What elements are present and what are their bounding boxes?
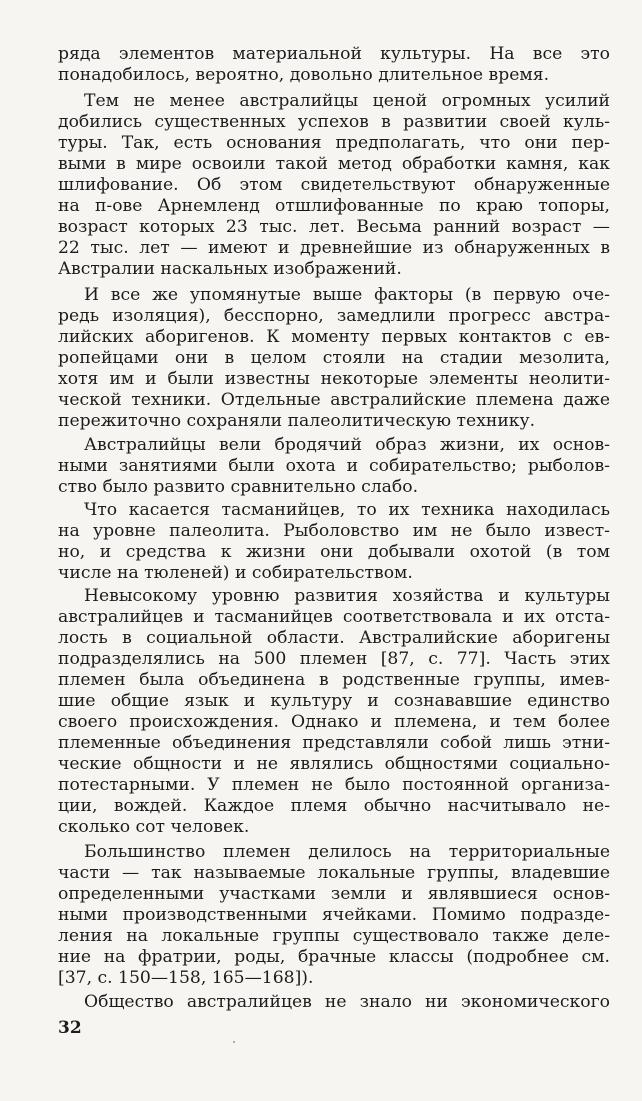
text-line: потестарными. У племен не было постоянной организа- [58, 775, 610, 795]
text-line: возраст которых 23 тыс. лет. Весьма ранний возраст — [58, 217, 610, 237]
text-line: ции, вождей. Каждое племя обычно насчитывало не- [58, 796, 610, 816]
text-line: редь изоляция), бесспорно, замедлили прогресс австра- [58, 306, 610, 326]
print-speck [233, 1041, 235, 1043]
text-line: Большинство племен делилось на территориальные [84, 842, 610, 862]
text-line: Австралии наскальных изображений. [58, 259, 402, 279]
text-line: пережиточно сохраняли палеолитическую технику. [58, 411, 536, 431]
text-line: шие общие язык и культуру и сознававшие единство [58, 691, 610, 711]
text-line: Тем не менее австралийцы ценой огромных усилий [84, 91, 610, 111]
text-line: Что касается тасманийцев, то их техника находилась [84, 500, 610, 520]
page-number: 32 [58, 1018, 82, 1038]
text-line: добились существенных успехов в развитии своей куль- [58, 112, 610, 132]
text-line: Невысокому уровню развития хозяйства и культуры [84, 586, 610, 606]
text-line: части — так называемые локальные группы, владевшие [58, 863, 610, 883]
text-line: австралийцев и тасманийцев соответствовала и их отста- [58, 607, 610, 627]
text-line: ропейцами они в целом стояли на стадии мезолита, [58, 348, 610, 368]
text-line: хотя им и были известны некоторые элементы неолити- [58, 369, 610, 389]
text-line: лость в социальной области. Австралийские аборигены [58, 628, 610, 648]
book-page-text [58, 44, 610, 1054]
text-line: ческие общности и не являлись общностями социально- [58, 754, 610, 774]
text-line: ными занятиями были охота и собирательство; рыболов- [58, 456, 610, 476]
text-line: на уровне палеолита. Рыболовство им не было извест- [58, 521, 610, 541]
text-line: Австралийцы вели бродячий образ жизни, их основ- [84, 435, 610, 455]
text-line: ние на фратрии, роды, брачные классы (подробнее см. [58, 947, 610, 967]
text-line: сколько сот человек. [58, 817, 250, 837]
text-line: подразделялись на 500 племен [87, с. 77]. Часть этих [58, 649, 610, 669]
text-line: своего происхождения. Однако и племена, и тем более [58, 712, 610, 732]
text-line: выми в мире освоили такой метод обработки камня, как [58, 154, 610, 174]
text-line: числе на тюленей) и собирательством. [58, 563, 413, 583]
text-line: определенными участками земли и являвшиеся основ- [58, 884, 610, 904]
text-line: лийских аборигенов. К моменту первых контактов с ев- [58, 327, 610, 347]
text-line: племен была объединена в родственные группы, имев- [58, 670, 610, 690]
text-line: туры. Так, есть основания предполагать, что они пер- [58, 133, 610, 153]
text-line: на п-ове Арнемленд отшлифованные по краю топоры, [58, 196, 610, 216]
text-line: ческой техники. Отдельные австралийские племена даже [58, 390, 610, 410]
text-line: ления на локальные группы существовало также деле- [58, 926, 610, 946]
text-line: ными производственными ячейками. Помимо подразде- [58, 905, 610, 925]
text-line: Общество австралийцев не знало ни экономического [84, 992, 610, 1012]
text-line: 22 тыс. лет — имеют и древнейшие из обнаруженных в [58, 238, 610, 258]
text-line: племенные объединения представляли собой лишь этни- [58, 733, 610, 753]
text-line: ство было развито сравнительно слабо. [58, 477, 419, 497]
text-line: ряда элементов материальной культуры. На все это [58, 44, 610, 64]
text-line: но, и средства к жизни они добывали охотой (в том [58, 542, 610, 562]
text-line: И все же упомянутые выше факторы (в первую оче- [84, 285, 610, 305]
text-line: [37, с. 150—158, 165—168]). [58, 968, 314, 988]
text-line: шлифование. Об этом свидетельствуют обнаруженные [58, 175, 610, 195]
text-line: понадобилось, вероятно, довольно длительное время. [58, 65, 550, 85]
